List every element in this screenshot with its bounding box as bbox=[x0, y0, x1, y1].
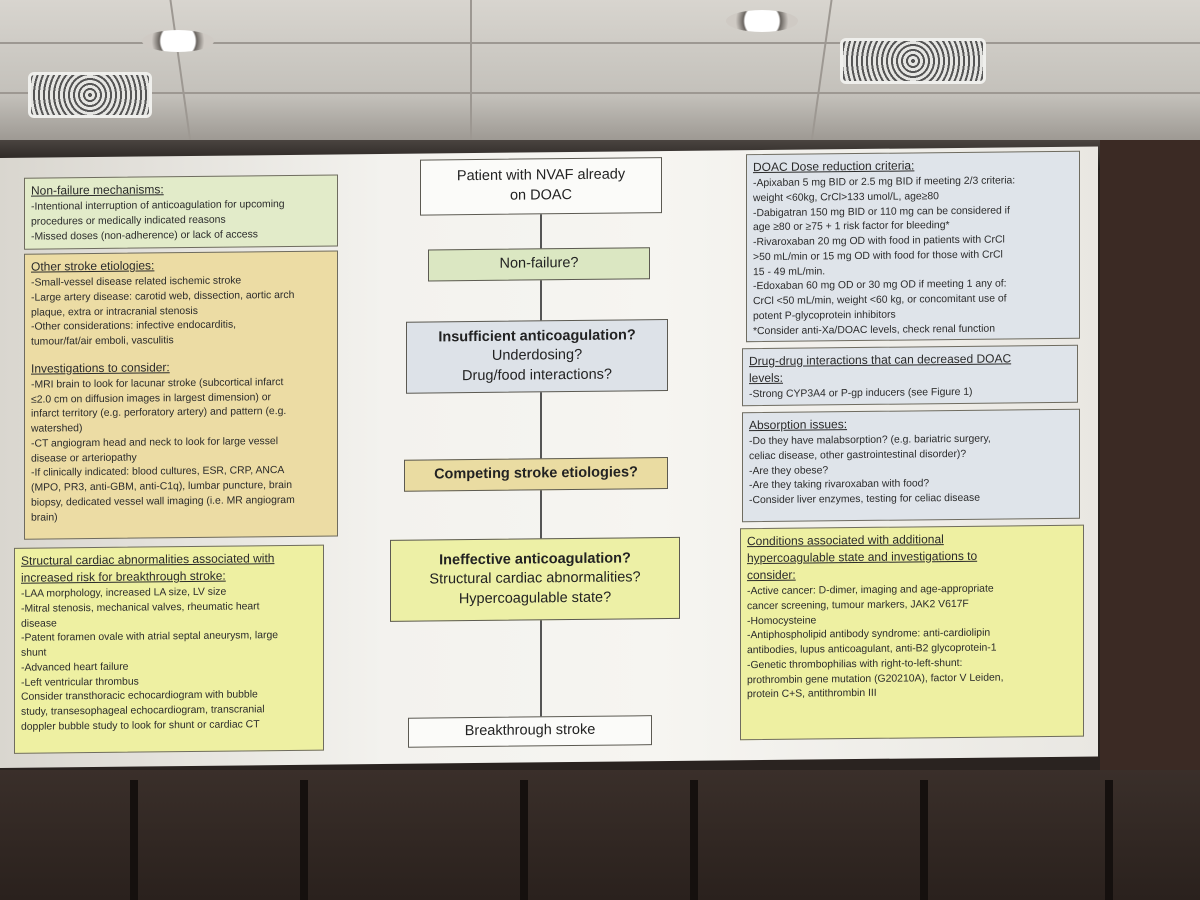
absorption-issues-box: Absorption issues: -Do they have malabsorption? (e.g. bariatric surgery, celiac disease, other gastrointestinal disorder)? -Are they obese? -Are they taking rivaroxaban with food? -Consider liver enzymes, testing for celiac disease bbox=[742, 409, 1080, 523]
non-failure-mechanisms-box: Non-failure mechanisms: -Intentional interruption of anticoagulation for upcoming procedures or medically indicated reasons -Missed doses (non-adherence) or lack of access bbox=[24, 174, 338, 249]
box-heading: Other stroke etiologies: bbox=[31, 258, 155, 274]
box-heading: Absorption issues: bbox=[749, 417, 848, 433]
competing-etiologies-box: Competing stroke etiologies? bbox=[404, 457, 668, 492]
insufficient-anticoagulation-box: Insufficient anticoagulation? Underdosing? Drug/food interactions? bbox=[406, 319, 668, 394]
dose-reduction-box: DOAC Dose reduction criteria: -Apixaban 5 mg BID or 2.5 mg BID if meeting 2/3 criteria: weight <60kg, CrCl>133 umol/L, age≥80 -Dabigatran 150 mg BID or 110 mg can be considered if age ≥80 or ≥75 + 1 risk factor for bleeding* -Rivaroxaban 20 mg OD with food in patients with CrCl >50 mL/min or 15 mg OD with food for those with CrCl 15 - 49 mL/min. -Edoxaban 60 mg OD or 30 mg OD if meeting 1 any of: CrCl <50 mL/min, weight <60 kg, or concomitant use of potent P-glycoprotein inhibitors *Consider anti-Xa/DOAC levels, check renal function bbox=[746, 151, 1080, 342]
drug-interactions-box: Drug-drug interactions that can decreased DOAC levels: -Strong CYP3A4 or P-gp inducers (see Figure 1) bbox=[742, 345, 1078, 407]
ceiling-vent bbox=[28, 72, 152, 118]
box-heading: Investigations to consider: bbox=[31, 360, 170, 376]
non-failure-box: Non-failure? bbox=[428, 247, 650, 281]
wall-below-screen bbox=[0, 770, 1200, 900]
structural-cardiac-box: Structural cardiac abnormalities associated with increased risk for breakthrough stroke: -LAA morphology, increased LA size, LV size -Mitral stenosis, mechanical valves, rheumatic heart disease -Patent foramen ovale with atrial septal aneurysm, large shunt -Advanced heart failure -Left ventricular thrombus Consider transthoracic echocardiogram with bubble study, transesophageal echocardiogram, transcranial doppler bubble study to look for shunt or cardiac CT bbox=[14, 545, 324, 754]
hypercoagulable-box: Conditions associated with additional hypercoagulable state and investigations to consider: -Active cancer: D-dimer, imaging and age-appropriate cancer screening, tumour markers, JAK2 V617F -Homocysteine -Antiphospholipid antibody syndrome: anti-cardiolipin antibodies, lupus anticoagulant, anti-B2 glycoprotein-1 -Genetic thrombophilias with right-to-left-shunt: prothrombin gene mutation (G20210A), factor V Leiden, protein C+S, antithrombin III bbox=[740, 525, 1084, 741]
ceiling-light bbox=[726, 10, 798, 32]
ceiling bbox=[0, 0, 1200, 160]
box-heading: Non-failure mechanisms: bbox=[31, 182, 164, 198]
wall bbox=[1100, 140, 1200, 780]
box-heading: DOAC Dose reduction criteria: bbox=[753, 158, 915, 175]
ceiling-vent bbox=[840, 38, 986, 84]
start-box: Patient with NVAF already on DOAC bbox=[420, 157, 662, 216]
projected-slide bbox=[0, 147, 1098, 768]
ceiling-light bbox=[142, 30, 214, 52]
other-etiologies-box: Other stroke etiologies: -Small-vessel disease related ischemic stroke -Large artery disease: carotid web, dissection, aortic arch plaque, extra or intracranial stenosis -Other considerations: infective endocarditis, tumour/fat/air emboli, vasculitis Investigations to consider: -MRI brain to look for lacunar stroke (subcortical infarct ≤2.0 cm on diffusion images in largest dimension) or infarct territory (e.g. perforatory artery) and pattern (e.g. watershed) -CT angiogram head and neck to look for large vessel disease or arteriopathy -If clinically indicated: blood cultures, ESR, CRP, ANCA (MPO, PR3, anti-GBM, anti-C1q), lumbar puncture, brain biopsy, dedicated vessel wall imaging (i.e. MR angiogram brain) bbox=[24, 250, 338, 539]
breakthrough-stroke-box: Breakthrough stroke bbox=[408, 715, 652, 748]
ineffective-anticoagulation-box: Ineffective anticoagulation? Structural cardiac abnormalities? Hypercoagulable state? bbox=[390, 537, 680, 622]
